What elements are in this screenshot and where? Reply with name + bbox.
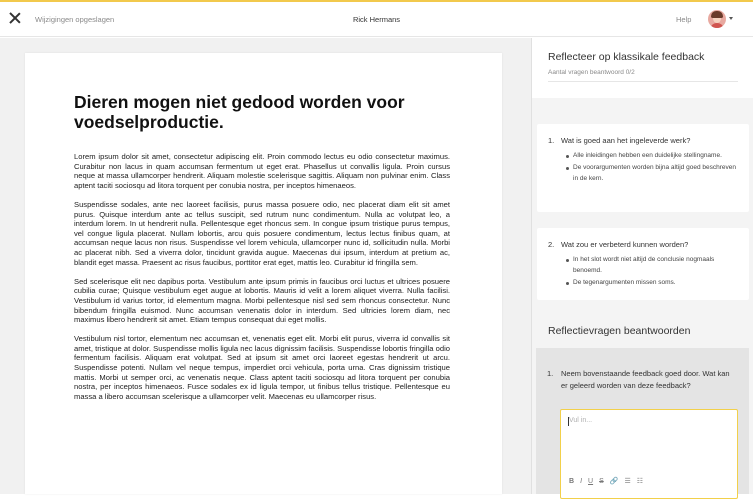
format-toolbar	[569, 477, 649, 485]
feedback-card	[537, 228, 749, 300]
document-paragraph: Suspendisse sodales, ante nec laoreet facilisis, purus massa posuere odio, nec placerat diam elit sit amet purus. Quisque interdum ante ac tellus suscipit, sed rutrum nunc condimentum. Nulla ac volutpat leo, a interdum lorem. In ut hendrerit nulla. Pellentesque eget rhoncus sem. In congue ipsum tristique purus tempus, vel congue ligula placerat. Nullam lobortis, arcu quis posuere condimentum, lectus lectus finibus quam, at accumsan neque lacus non risus. Suspendisse vel lorem vehicula, ullamcorper nunc id, sollicitudin nulla. Morbi ac placerat nibh. Sed a viverra dolor, tincidunt gravida augue. Maecenas dui ipsum, interdum at pretium ac, blandit eget massa. Praesent ac risus faucibus, porttitor erat eget, mattis leo. Curabitur id fringilla sem.	[74, 199, 450, 267]
feedback-panel	[532, 38, 753, 494]
list-item: In het slot wordt niet altijd de conclusie nogmaals benoemd.	[573, 255, 738, 276]
bold-icon[interactable]: B	[569, 478, 575, 485]
strikethrough-icon[interactable]: S	[599, 478, 604, 485]
document-title: Dieren mogen niet gedood worden voor voedselproductie.	[74, 92, 405, 132]
answered-count: Aantal vragen beantwoord 0/2	[548, 69, 635, 76]
list-item: Alle inleidingen hebben een duidelijke stellingname.	[573, 151, 738, 162]
panel-title: Reflecteer op klassikale feedback	[548, 51, 705, 63]
bullet-list-icon[interactable]: ☰	[624, 478, 631, 485]
question-text: Neem bovenstaande feedback goed door. Wat kan er geleerd worden van deze feedback?	[561, 369, 730, 390]
author-name: Rick Hermans	[352, 15, 401, 24]
document-paragraph: Vestibulum nisl tortor, elementum nec accumsan et, venenatis eget elit. Morbi elit purus, viverra id convallis sit amet, tristique at dolor. Suspendisse mollis ligula nec lacus dignissim facilisis. Suspendisse lobortis fringilla odio fermentum facilisis. Aliquam erat volutpat. Sed at ipsum sit amet orci laoreet egestas hendrerit ut arcu. Suspendisse potenti. Nullam vel neque tempus, imperdiet orci vehicula, porta urna. Cras dignissim tristique mattis. Morbi ut semper orci, ac venenatis neque. Class aptent taciti sociosqu ad litora torquent per conubia nostra, per inceptos himenaeos. Fusce sodales ex id ligula tempor, ut finibus tellus tristique. Pellentesque eu massa a libero accumsan scelerisque a ullamcorper velit. Maecenas eu ullamcorper risus.	[74, 334, 450, 401]
reflection-question-box	[536, 348, 749, 494]
avatar-body-icon	[710, 23, 724, 28]
reflection-question	[547, 368, 737, 392]
avatar-hair-icon	[711, 11, 723, 18]
list-item: De voorargumenten worden bijna altijd goed beschreven in de kern.	[573, 163, 738, 184]
question-number: 1.	[547, 369, 554, 378]
progress-track	[548, 81, 738, 82]
italic-icon[interactable]: I	[580, 478, 583, 485]
save-status: Wijzigingen opgeslagen	[35, 15, 115, 24]
document-body	[74, 152, 450, 411]
panel-header	[532, 38, 753, 98]
answer-placeholder: Vul in...	[569, 417, 593, 424]
feedback-points	[573, 255, 738, 290]
document-paragraph: Lorem ipsum dolor sit amet, consectetur adipiscing elit. Proin commodo lectus eu odio consectetur maximus. Curabitur non lacus in quam accumsan fermentum ut eget erat. Phasellus ut convallis ligula. Proin cursus neque at massa ullamcorper hendrerit. Aliquam molestie scelerisque sagittis. Aliquam non pulvinar enim. Class aptent taciti sociosqu ad litora torquent per conubia nostra, per inceptos himenaeos.	[74, 152, 450, 190]
question-text: Wat zou er verbeterd kunnen worden?	[561, 240, 689, 249]
question-text: Wat is goed aan het ingeleverde werk?	[561, 136, 691, 145]
question-number: 1.	[548, 136, 555, 145]
feedback-question	[548, 240, 688, 249]
question-number: 2.	[548, 240, 555, 249]
chevron-down-icon[interactable]	[729, 17, 733, 20]
feedback-question	[548, 136, 690, 145]
feedback-card	[537, 124, 749, 212]
top-bar	[0, 2, 753, 37]
link-icon[interactable]: 🔗	[609, 478, 619, 485]
avatar[interactable]	[708, 10, 726, 28]
answer-textarea[interactable]	[560, 409, 738, 499]
numbered-list-icon[interactable]: ☷	[636, 478, 644, 485]
list-item: De tegenargumenten missen soms.	[573, 278, 738, 289]
feedback-points	[573, 151, 738, 186]
document-page	[25, 53, 502, 494]
reflection-heading: Reflectievragen beantwoorden	[548, 325, 691, 337]
document-area	[0, 38, 531, 494]
document-paragraph: Sed scelerisque elit nec dapibus porta. Vestibulum ante ipsum primis in faucibus orci luctus et ultrices posuere cubilia curae; Quisque vestibulum eget augue at lobortis. Mauris id velit a lorem aliquet viverra. Nulla facilisi. Vestibulum id varius tortor, id elementum magna. Morbi pellentesque nisl sed sem rhoncus consectetur. Nunc bibendum fringilla euismod. Nunc accumsan venenatis dolor in interdum. Sed ultricies lorem diam, nec maximus libero hendrerit sit amet. Etiam tempus consequat dui eget mollis.	[74, 276, 450, 325]
underline-icon[interactable]: U	[588, 478, 594, 485]
help-link[interactable]: Help	[676, 15, 692, 24]
